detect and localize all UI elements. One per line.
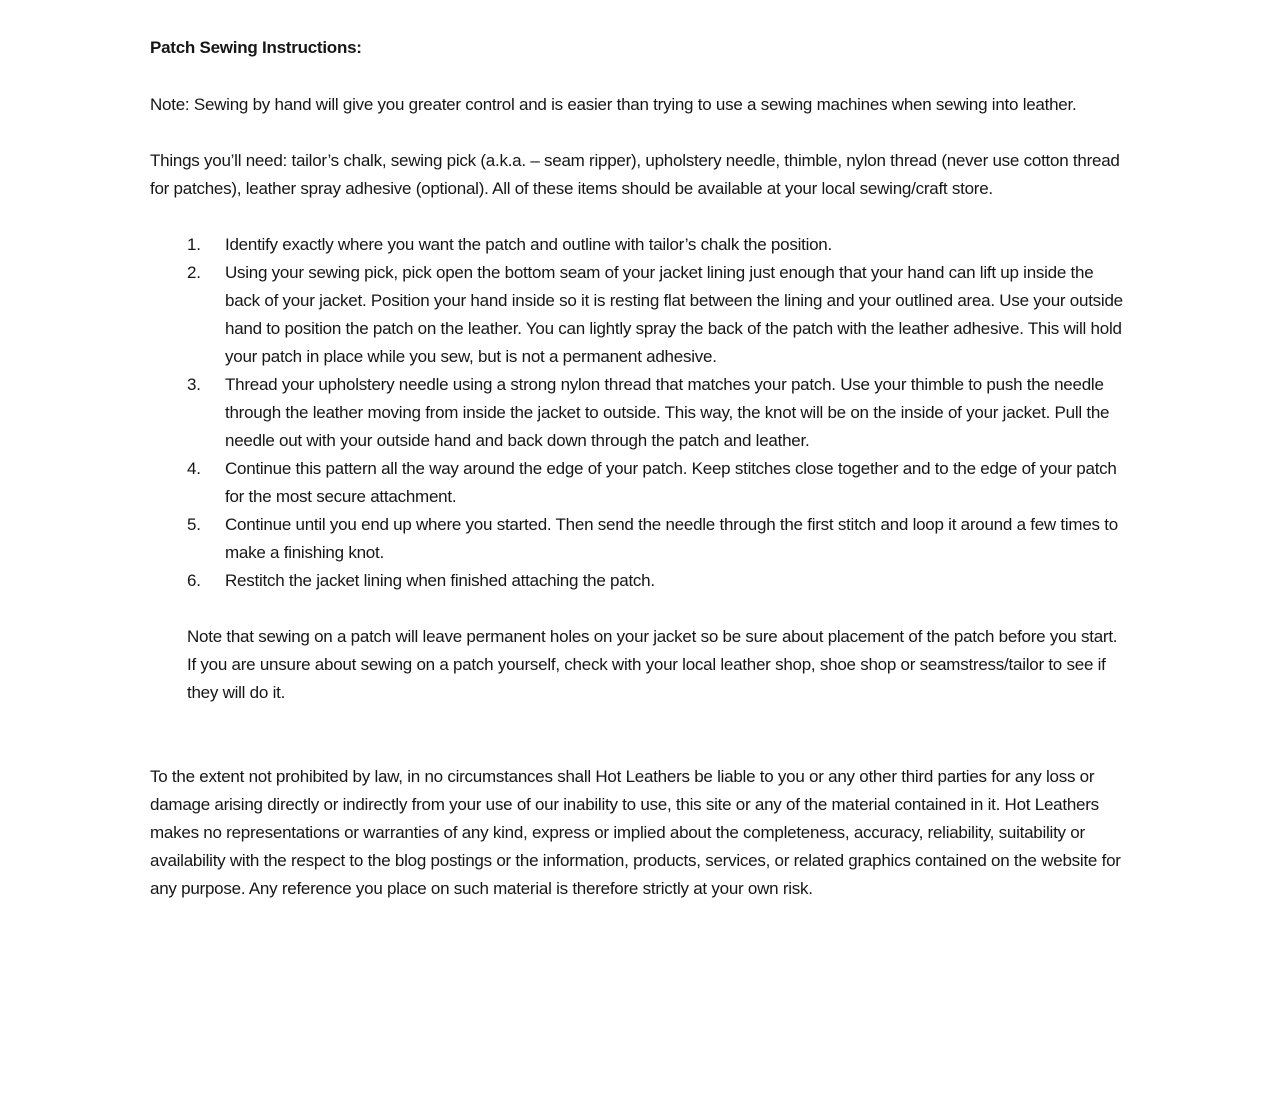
materials-paragraph: Things you’ll need: tailor’s chalk, sewing pick (a.k.a. – seam ripper), upholstery needle, thimble, nylon thread (never use cotton thread for patches), leather spray adhesive (optional). All of these items should be available at your local sewing/craft store. xyxy=(150,151,1120,198)
steps-list xyxy=(150,231,1125,595)
step-item-2: Using your sewing pick, pick open the bottom seam of your jacket lining just enough that your hand can lift up inside the back of your jacket. Position your hand inside so it is resting flat between the lining and your outlined area. Use your outside hand to position the patch on the leather. You can lightly spray the back of the patch with the leather adhesive. This will hold your patch in place while you sew, but is not a permanent adhesive. xyxy=(225,263,1123,366)
notes-block xyxy=(187,623,1125,707)
step-item-6: Restitch the jacket lining when finished attaching the patch. xyxy=(225,571,655,590)
step-item-1: Identify exactly where you want the patch and outline with tailor’s chalk the position. xyxy=(225,235,832,254)
placement-note: Note that sewing on a patch will leave permanent holes on your jacket so be sure about placement of the patch before you start. xyxy=(187,627,1118,646)
unsure-note: If you are unsure about sewing on a patch yourself, check with your local leather shop, shoe shop or seamstress/tailor to see if they will do it. xyxy=(187,655,1106,702)
step-item-5: Continue until you end up where you started. Then send the needle through the first stitch and loop it around a few times to make a finishing knot. xyxy=(225,515,1118,562)
note-paragraph: Note: Sewing by hand will give you greater control and is easier than trying to use a sewing machines when sewing into leather. xyxy=(150,95,1077,114)
disclaimer-paragraph: To the extent not prohibited by law, in no circumstances shall Hot Leathers be liable to you or any other third parties for any loss or damage arising directly or indirectly from your use of our inability to use, this site or any of the material contained in it. Hot Leathers makes no representations or warranties of any kind, express or implied about the completeness, accuracy, reliability, suitability or availability with the respect to the blog postings or the information, products, services, or related graphics contained on the website for any purpose. Any reference you place on such material is therefore strictly at your own risk. xyxy=(150,767,1121,898)
step-item-4: Continue this pattern all the way around the edge of your patch. Keep stitches close together and to the edge of your patch for the most secure attachment. xyxy=(225,459,1117,506)
page-title: Patch Sewing Instructions: xyxy=(150,38,362,57)
step-item-3: Thread your upholstery needle using a strong nylon thread that matches your patch. Use your thimble to push the needle through the leather moving from inside the jacket to outside. This way, the knot will be on the inside of your jacket. Pull the needle out with your outside hand and back down through the patch and leather. xyxy=(225,375,1110,450)
